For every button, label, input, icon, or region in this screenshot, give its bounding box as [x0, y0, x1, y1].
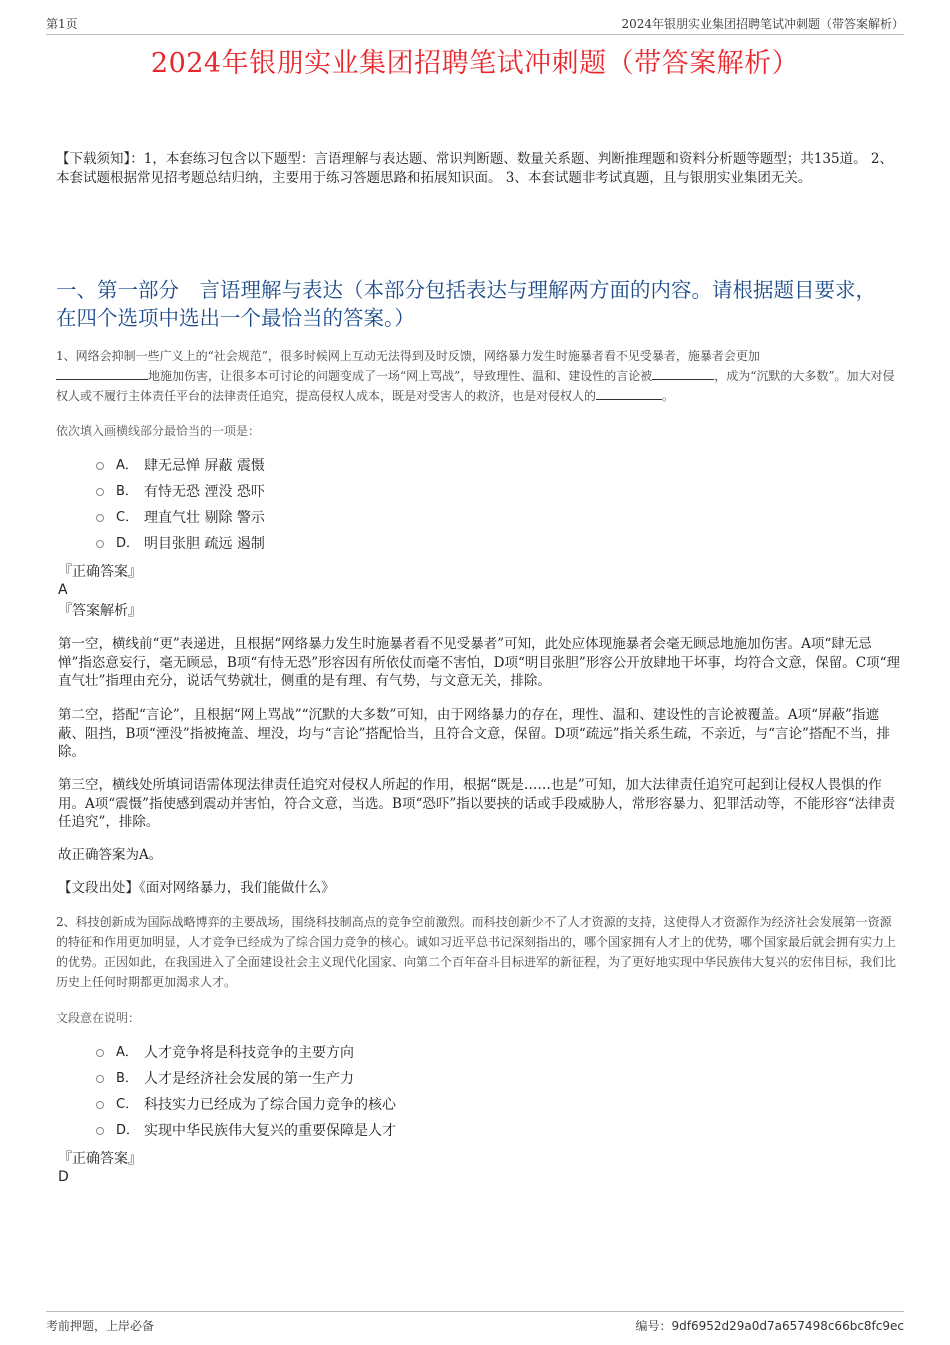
option-a[interactable]: A． 肆无忌惮 屏蔽 震慑	[96, 453, 265, 479]
radio-icon[interactable]	[96, 540, 104, 548]
radio-icon[interactable]	[96, 514, 104, 522]
header-doc-name: 2024年银朋实业集团招聘笔试冲刺题（带答案解析）	[621, 17, 904, 31]
document-title: 2024年银朋实业集团招聘笔试冲刺题（带答案解析）	[150, 48, 800, 79]
question-1-text: 1、网络会抑制一些广义上的“社会规范”，很多时候网上互动无法得到及时反馈，网络暴力发生时施暴者看不见受暴者，施暴者会更加 地施加伤害，让很多本可讨论的问题变成了一场“网上骂战”，导致理性、温和、建设性的言论被 ，成为“沉默的大多数”。加大对侵权人或不履行主体责任平台的法律责任追究，提高侵权人成本，既是对受害人的救济，也是对侵权人的 。	[56, 349, 895, 403]
footer-slogan: 考前押题，上岸必备	[46, 1319, 155, 1333]
blank-2	[652, 366, 714, 380]
radio-icon[interactable]	[96, 1127, 104, 1135]
page-header	[46, 14, 904, 35]
radio-icon[interactable]	[96, 1075, 104, 1083]
option-c[interactable]: C． 理直气壮 剔除 警示	[96, 505, 265, 531]
analysis-paragraph-1: 第一空，横线前“更”表递进，且根据“网络暴力发生时施暴者看不见受暴者”可知，此处应体现施暴者会毫无顾忌地施加伤害。A项“肆无忌惮”指恣意妄行，毫无顾忌，B项“有恃无恐”形容因有所依仗而毫不害怕，D项“明目张胆”形容公开放肆地干坏事，均符合文意，保留。C项“理直气壮”指理由充分，说话气势就壮，侧重的是有理、有气势，与文意无关，排除。	[58, 636, 900, 689]
passage-source: 【文段出处】《面对网络暴力，我们能做什么》	[58, 880, 335, 896]
option-c[interactable]: C． 科技实力已经成为了综合国力竞争的核心	[96, 1092, 396, 1118]
question-1-options	[96, 453, 265, 557]
correct-answer: D	[58, 1169, 69, 1185]
blank-1	[56, 366, 148, 380]
analysis-label: 『答案解析』	[58, 603, 142, 619]
option-a[interactable]: A． 人才竞争将是科技竞争的主要方向	[96, 1040, 396, 1066]
radio-icon[interactable]	[96, 1049, 104, 1057]
correct-answer-label: 『正确答案』	[58, 564, 142, 580]
analysis-paragraph-2: 第二空，搭配“言论”，且根据“网上骂战”“沉默的大多数”可知，由于网络暴力的存在，理性、温和、建设性的言论被覆盖。A项“屏蔽”指遮蔽、阻挡，B项“湮没”指被掩盖、埋没，均与“言论”搭配恰当，且符合文意，保留。D项“疏远”指关系生疏，不亲近，与“言论”搭配不当，排除。	[58, 707, 890, 760]
section-heading: 一、第一部分 言语理解与表达（本部分包括表达与理解两方面的内容。请根据题目要求，在四个选项中选出一个最恰当的答案。）	[56, 278, 876, 330]
page-number: 第1页	[46, 17, 78, 31]
analysis-paragraph-3: 第三空，横线处所填词语需体现法律责任追究对侵权人所起的作用，根据“既是……也是”可知，加大法律责任追究可起到让侵权人畏惧的作用。A项“震慑”指使感到震动并害怕，符合文意，当选。B项“恐吓”指以要挟的话或手段威胁人，常形容暴力、犯罪活动等，不能形容“法律责任追究”，排除。	[58, 777, 896, 830]
question-2-prompt: 文段意在说明：	[56, 1011, 141, 1025]
correct-answer: A	[58, 582, 68, 598]
question-2-text: 2、科技创新成为国际战略博弈的主要战场，围绕科技制高点的竞争空前激烈。而科技创新少不了人才资源的支持，这使得人才资源作为经济社会发展第一资源的特征和作用更加明显，人才竞争已经成为了综合国力竞争的核心。诚如习近平总书记深刻指出的，哪个国家拥有人才上的优势，哪个国家最后就会拥有实力上的优势。正因如此，在我国进入了全面建设社会主义现代化国家、向第二个百年奋斗目标进军的新征程，为了更好地实现中华民族伟大复兴的宏伟目标，我们比历史上任何时期都更加渴求人才。	[56, 915, 897, 989]
option-b[interactable]: B． 人才是经济社会发展的第一生产力	[96, 1066, 396, 1092]
option-b[interactable]: B． 有恃无恐 湮没 恐吓	[96, 479, 265, 505]
correct-answer-label: 『正确答案』	[58, 1151, 142, 1167]
option-d[interactable]: D． 实现中华民族伟大复兴的重要保障是人才	[96, 1118, 396, 1144]
question-1-prompt: 依次填入画横线部分最恰当的一项是：	[56, 424, 261, 438]
radio-icon[interactable]	[96, 1101, 104, 1109]
blank-3	[596, 386, 662, 400]
page-footer	[46, 1311, 904, 1334]
option-d[interactable]: D． 明目张胆 疏远 遏制	[96, 531, 265, 557]
question-2-options	[96, 1040, 396, 1144]
download-notice: 【下载须知】：1，本套练习包含以下题型：言语理解与表达题、常识判断题、数量关系题、判断推理题和资料分析题等题型；共135道。 2、本套试题根据常见招考题总结归纳，主要用于练习答题思路和拓展知识面。 3、本套试题非考试真题，且与银朋实业集团无关。	[56, 151, 893, 186]
document-code: 编号：9df6952d29a0d7a657498c66bc8fc9ec	[635, 1319, 904, 1333]
radio-icon[interactable]	[96, 488, 104, 496]
analysis-conclusion: 故正确答案为A。	[58, 847, 163, 863]
radio-icon[interactable]	[96, 462, 104, 470]
